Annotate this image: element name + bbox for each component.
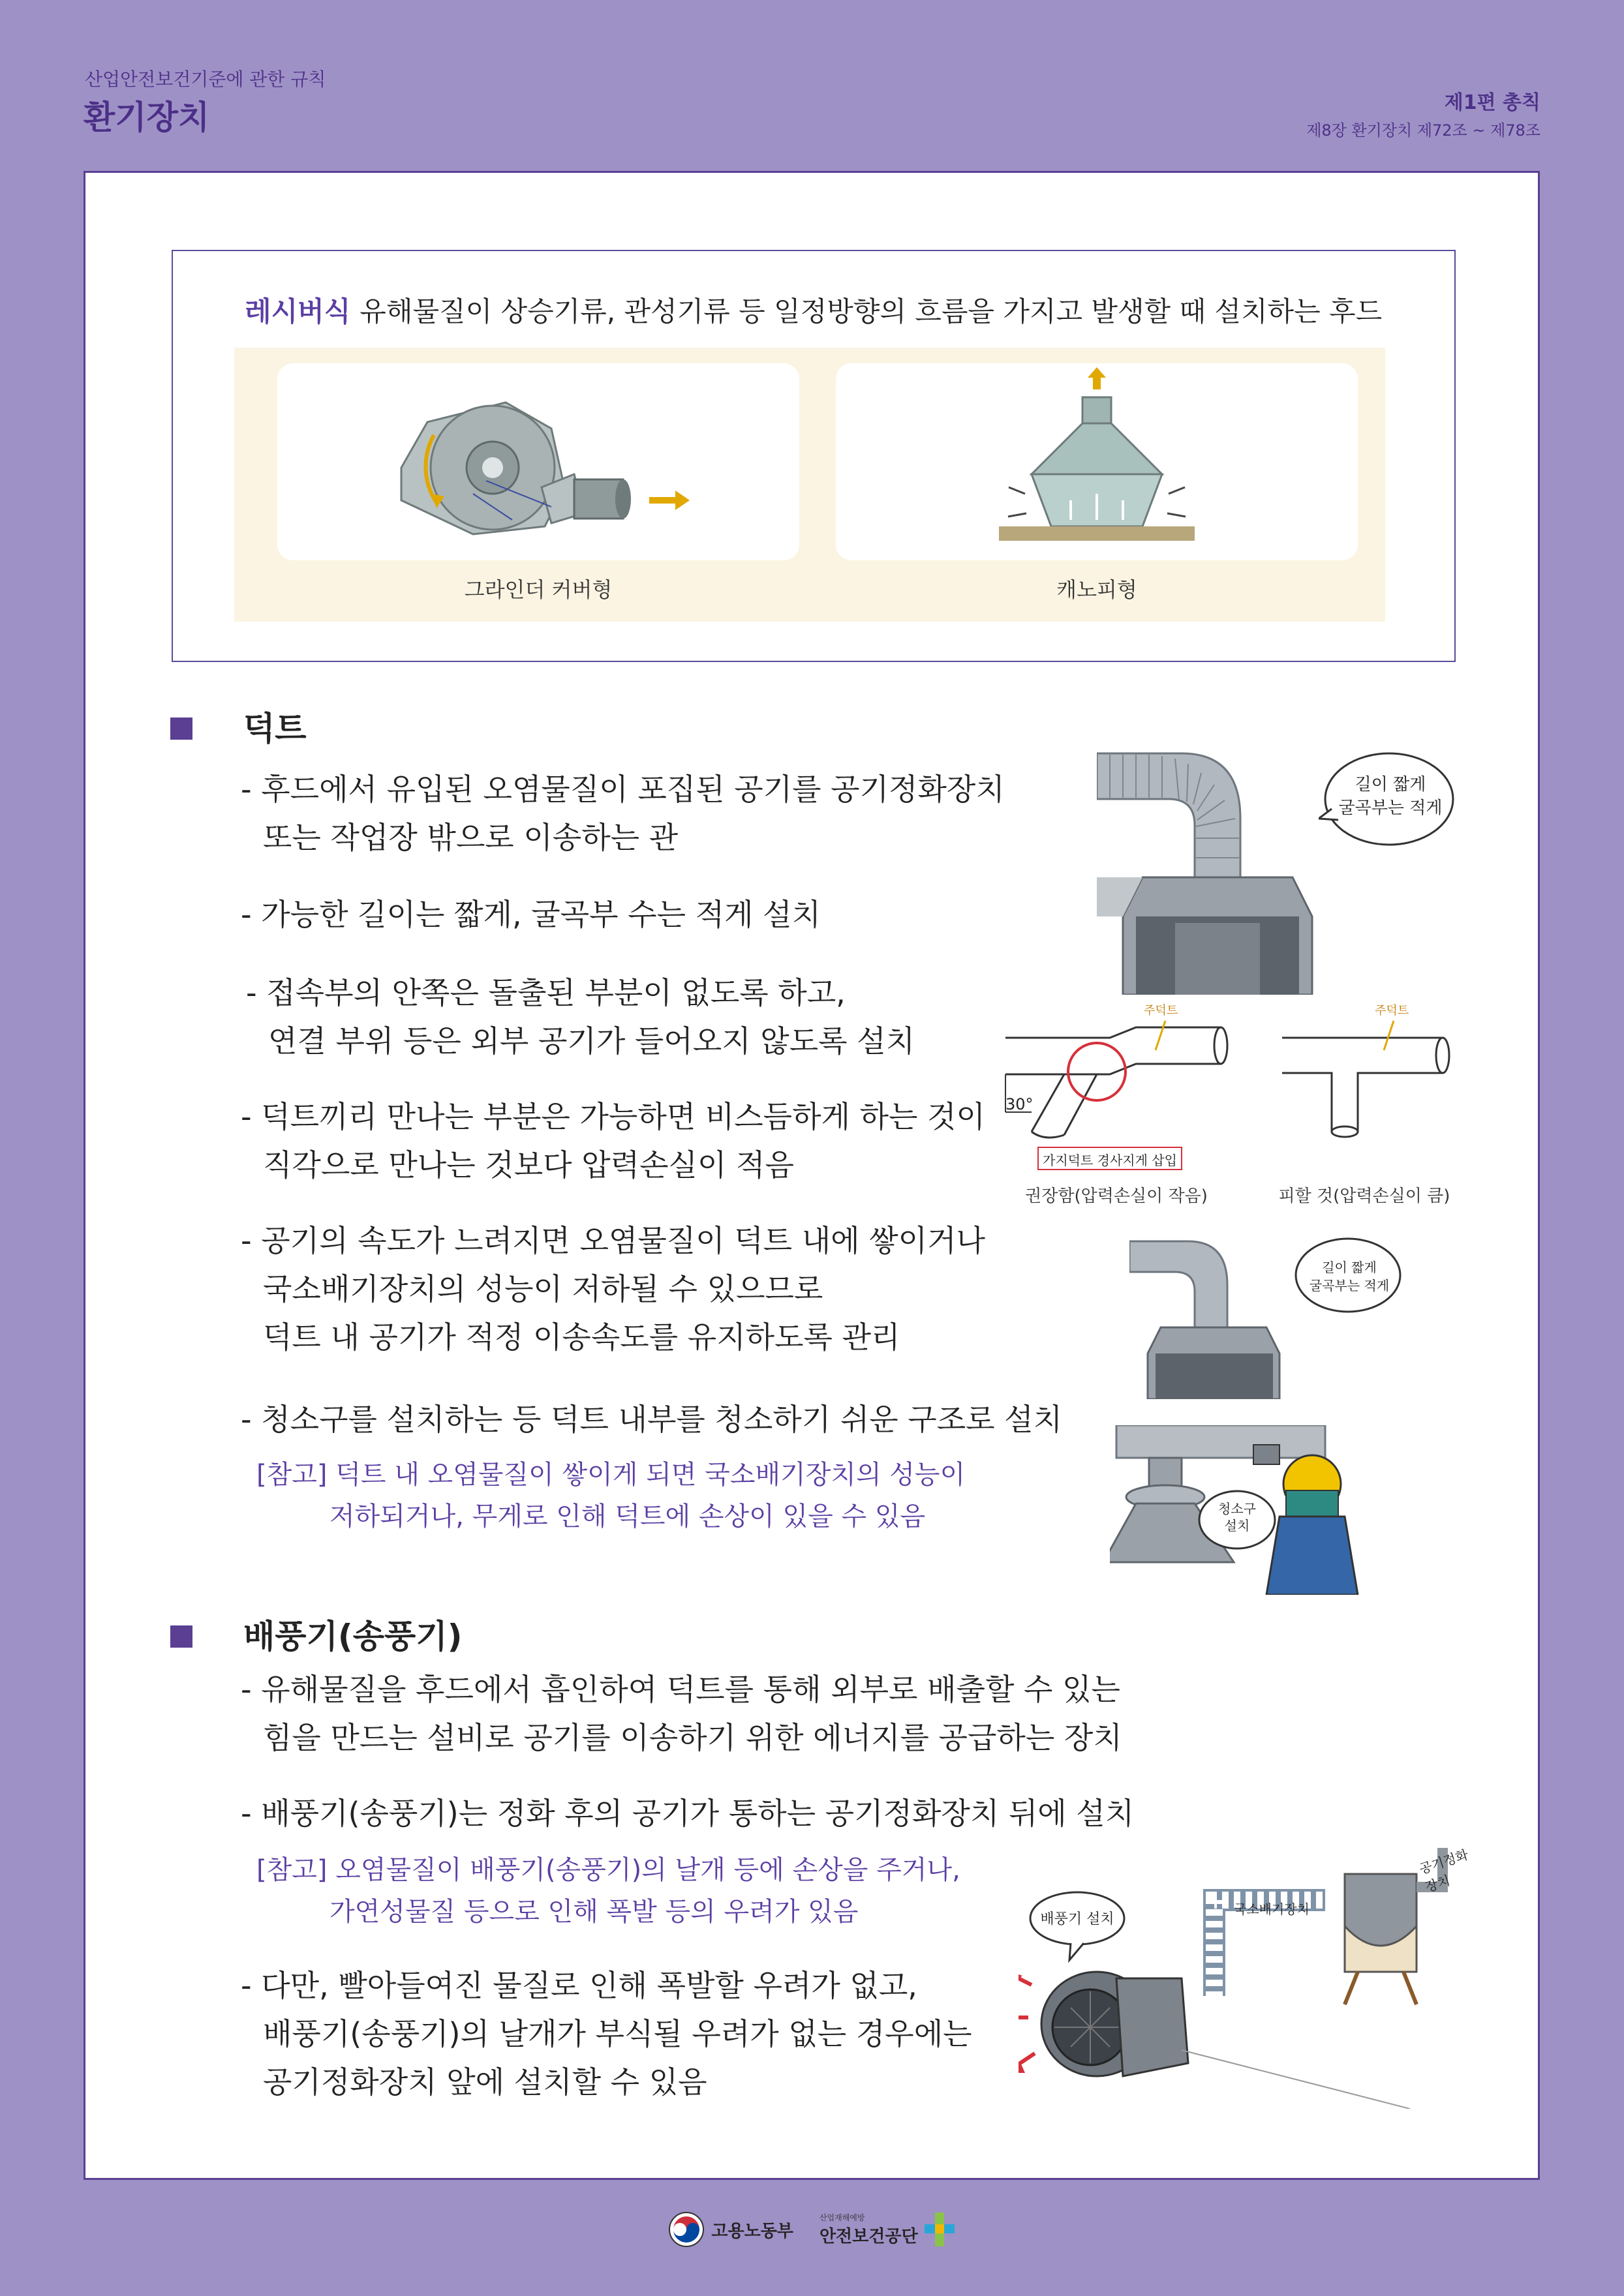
duct-heading: 덕트 [170,702,307,749]
fan-bullet-1: - 유해물질을 후드에서 흡인하여 덕트를 통해 외부로 배출할 수 있는 힘을 만드는 설비로 공기를 이송하기 위한 에너지를 공급하는 장치 [241,1672,1122,1755]
duct-bullet-6: - 청소구를 설치하는 등 덕트 내부를 청소하기 쉬운 구조로 설치 [241,1402,1063,1437]
avoid-caption: 피할 것(압력손실이 큼) [1278,1186,1450,1206]
branch-duct-label: 가지덕트 경사지게 삽입 [1043,1153,1177,1168]
header-part: 제1편 총칙 [1444,91,1540,114]
cleanout-illustration [1110,1425,1436,1595]
main-duct-label-1: 주덕트 [1144,1004,1178,1018]
cleanout-figure [1110,1425,1436,1595]
content-page [84,171,1540,2180]
ministry-logo [668,2211,793,2248]
duct-bullet-2: - 가능한 길이는 짧게, 굴곡부 수는 적게 설치 [241,897,821,932]
canopy-caption: 캐노피형 [1056,577,1137,602]
taegeuk-icon [668,2211,705,2248]
duct-elbow-small-figure [1129,1236,1403,1399]
fan-note: [참고] 오염물질이 배풍기(송풍기)의 날개 등에 손상을 주거나, 가연성물질 등으로 인해 폭발 등의 우려가 있음 [256,1855,960,1927]
fan-heading: 배풍기(송풍기) [170,1610,463,1657]
header-subtitle: 산업안전보건기준에 관한 규칙 [85,68,326,90]
hood-figure-band [234,348,1385,622]
duct-junction-figure [992,1001,1462,1210]
canopy-figure [836,363,1358,560]
duct-note: [참고] 덕트 내 오염물질이 쌓이게 되면 국소배기장치의 성능이 저하되거나, 무게로 인해 덕트에 손상이 있을 수 있음 [256,1460,966,1532]
short-duct-bubble-small-text: 길이 짧게 굴곡부는 적게 [1309,1260,1390,1293]
agency-small: 산업재해예방 [819,2213,865,2222]
receiving-hood-box [172,250,1456,662]
grinder-cover-caption: 그라인더 커버형 [464,577,613,602]
angle-label: 30° [1005,1095,1034,1113]
fan-install-label: 배풍기 설치 [1040,1911,1114,1927]
fan-bullet-3: - 다만, 빨아들여진 물질로 인해 폭발할 우려가 없고, 배풍기(송풍기)의 날개가 부식될 우려가 없는 경우에는 공기정화장치 앞에 설치할 수 있음 [241,1968,972,2100]
fan-figure [1019,1848,1475,2109]
duct-bullet-4: - 덕트끼리 만나는 부분은 가능하면 비스듬하게 하는 것이 직각으로 만나는 것보다 압력손실이 적음 [241,1099,985,1183]
main-duct-label-2: 주덕트 [1375,1004,1409,1018]
cleanout-bubble-text: 청소구 설치 [1218,1501,1256,1533]
short-duct-bubble-text: 길이 짧게 굴곡부는 적게 [1338,775,1443,818]
duct-bullet-5: - 공기의 속도가 느려지면 오염물질이 덕트 내에 쌓이거나 국소배기장치의 성능이 저하될 수 있으므로 덕트 내 공기가 적정 이송속도를 유지하도록 관리 [241,1223,985,1355]
canopy-hood-illustration [836,363,1358,560]
header-chapter: 제8장 환기장치 제72조 ~ 제78조 [1306,121,1540,140]
kosha-cross-icon [923,2211,956,2248]
air-cleaner-label: 공기정화장치 [1417,1846,1471,1896]
section-marker [170,1625,192,1648]
footer [0,2211,1624,2250]
duct-bullet-1: - 후드에서 유입된 오염물질이 포집된 공기를 공기정화장치 또는 작업장 밖으로 이송하는 관 [241,772,1005,855]
fan-bullet-2: - 배풍기(송풍기)는 정화 후의 공기가 통하는 공기정화장치 뒤에 설치 [241,1796,1135,1831]
agency-name: 안전보건공단 [819,2227,918,2246]
receiving-hood-description: 유해물질이 상승기류, 관성기류 등 일정방향의 흐름을 가지고 발생할 때 설치하는 후드 [360,295,1383,327]
header-title: 환기장치 [84,98,210,136]
fan-installation-illustration [1019,1848,1475,2109]
section-marker [170,718,192,740]
grinder-cover-figure [277,363,799,560]
receiving-hood-title [245,290,1382,329]
duct-junction-illustration [992,1001,1462,1210]
grinder-cover-hood-illustration [277,363,799,560]
receiving-hood-term: 레시버식 [245,295,351,327]
recommended-caption: 권장함(압력손실이 작음) [1025,1186,1208,1206]
ministry-name: 고용노동부 [711,2221,793,2241]
agency-logo [820,2211,956,2248]
duct-elbow-figure [1097,747,1462,995]
local-exhaust-label: 국소배기장치 [1234,1901,1310,1917]
duct-bullet-3: - 접속부의 안쪽은 돌출된 부분이 없도록 하고, 연결 부위 등은 외부 공기가 들어오지 않도록 설치 [246,975,915,1059]
